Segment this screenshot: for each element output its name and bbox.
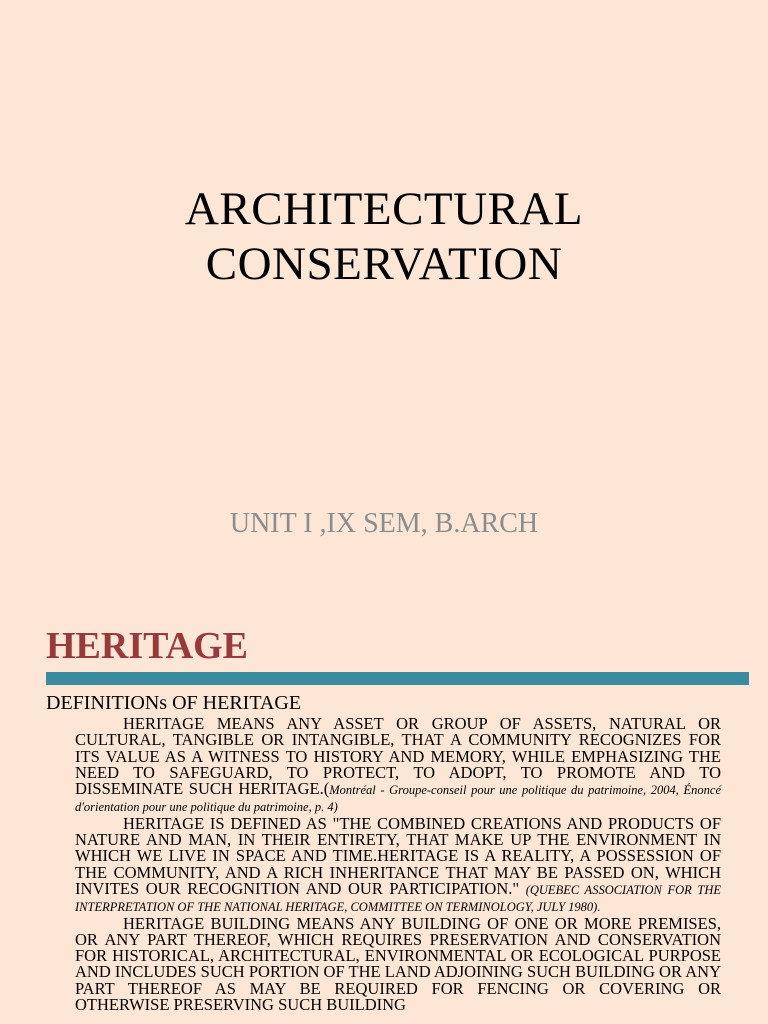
slide-subtitle: UNIT I ,IX SEM, B.ARCH: [229, 508, 539, 539]
definition-paragraph-2: [75, 813, 721, 916]
slide-title: [0, 182, 768, 292]
title-divider-bar: [46, 672, 749, 685]
paragraph-citation: (QUEBEC ASSOCIATION FOR THE INTERPRETATION OF THE NATIONAL HERITAGE, COMMITTEE ON TERMINOLOGY, JULY 1980).: [75, 882, 721, 915]
title-line-1: ARCHITECTURAL: [184, 183, 584, 235]
paragraph-text: HERITAGE IS DEFINED AS "THE COMBINED CREATIONS AND PRODUCTS OF NATURE AND MAN, IN THEIR ENTIRETY, THAT MAKE UP THE ENVIRONMENT IN WHICH WE LIVE IN SPACE AND TIME.HERITAGE IS A REALITY, A POSSESSION OF THE COMMUNITY, AND A RICH INHERITANCE THAT MAY BE PASSED ON, WHICH INVITES OUR RECOGNITION AND OUR PARTICIPATION.": [75, 813, 721, 898]
title-line-2: CONSERVATION: [205, 238, 563, 290]
definitions-body: [75, 716, 721, 1014]
paragraph-citation: Montréal - Groupe-conseil pour une politique du patrimoine, 2004, Énoncé d'orientation pour une politique du patrimoine, p. 4): [75, 783, 722, 815]
section-title: HERITAGE: [46, 625, 249, 667]
paragraph-text: HERITAGE MEANS ANY ASSET OR GROUP OF ASSETS, NATURAL OR CULTURAL, TANGIBLE OR INTANGIBLE, THAT A COMMUNITY RECOGNIZES FOR ITS VALUE AS A WITNESS TO HISTORY AND MEMORY, WHILE EMPHASIZING THE NEED TO SAFEGUARD, TO PROTECT, TO ADOPT, TO PROMOTE AND TO DISSEMINATE SUCH HERITAGE.(: [75, 714, 721, 799]
section-heading: DEFINITIONs OF HERITAGE: [46, 692, 302, 714]
definition-paragraph-1: [75, 716, 721, 816]
paragraph-text: HERITAGE BUILDING MEANS ANY BUILDING OF ONE OR MORE PREMISES, OR ANY PART THEREOF, WHICH REQUIRES PRESERVATION AND CONSERVATION FOR HISTORICAL, ARCHITECTURAL, ENVIRONMENTAL OR ECOLOGICAL PURPOSE AND INCLUDES SUCH PORTION OF THE LAND ADJOINING SUCH BUILDING OR ANY PART THEREOF AS MAY BE REQUIRED FOR FENCING OR COVERING OR OTHERWISE PRESERVING SUCH BUILDING: [75, 913, 721, 1015]
definition-paragraph-3: [75, 913, 721, 1015]
